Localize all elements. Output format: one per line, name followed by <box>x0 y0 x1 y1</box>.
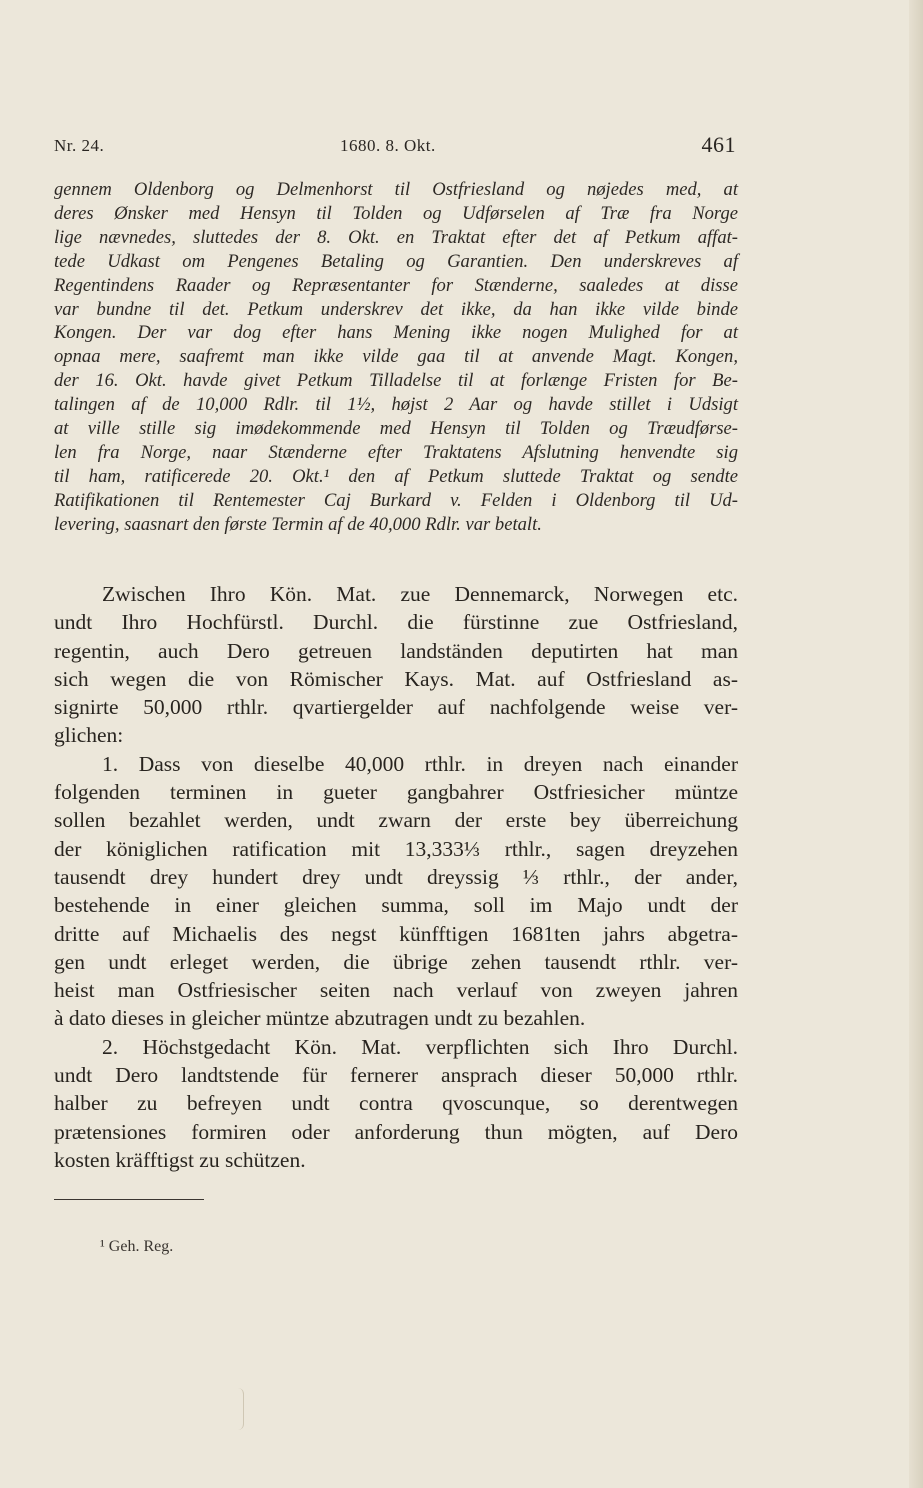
treaty-line: heist man Ostfriesischer seiten nach verlauf von zweyen jahren <box>54 978 738 1003</box>
treaty-line: kosten kräfftigst zu schützen. <box>54 1147 306 1172</box>
page-edge-shadow <box>909 0 923 1488</box>
treaty-line: halber zu befreyen undt contra qvoscunque, so derentwegen <box>54 1091 738 1116</box>
summary-line: levering, saasnart den første Termin af de 40,000 Rdlr. var betalt. <box>54 513 542 535</box>
running-header <box>54 132 736 162</box>
summary-line: len fra Norge, naar Stænderne efter Traktatens Afslutning henvendte sig <box>54 441 738 463</box>
danish-summary <box>54 178 738 537</box>
treaty-line: undt Dero landtstende für fernerer ansprach dieser 50,000 rthlr. <box>54 1063 738 1088</box>
treaty-line: sich wegen die von Römischer Kays. Mat. auf Ostfriesland as- <box>54 666 738 691</box>
treaty-line: gen undt erleget werden, die übrige zehen tausendt rthlr. ver- <box>54 949 738 974</box>
treaty-line: glichen: <box>54 723 124 748</box>
treaty-line: 2. Höchstgedacht Kön. Mat. verpflichten sich Ihro Durchl. <box>102 1034 738 1059</box>
treaty-line: bestehende in einer gleichen summa, soll im Majo undt der <box>54 893 738 918</box>
summary-line: at ville stille sig imødekommende med Hensyn til Tolden og Træudførse- <box>54 418 738 440</box>
treaty-line: à dato dieses in gleicher müntze abzutragen undt zu bezahlen. <box>54 1006 586 1031</box>
summary-line: Ratifikationen til Rentemester Caj Burkard v. Felden i Oldenborg til Ud- <box>54 489 738 511</box>
page-number: 461 <box>701 132 736 157</box>
summary-line: talingen af de 10,000 Rdlr. til 1½, højst 2 Aar og havde stillet i Udsigt <box>54 394 738 416</box>
treaty-line: dritte auf Michaelis des negst künfftigen 1681ten jahrs abgetra- <box>54 921 738 946</box>
document-number: Nr. 24. <box>54 136 105 155</box>
summary-line: Kongen. Der var dog efter hans Mening ikke nogen Mulighed for at <box>54 322 738 344</box>
treaty-line: sollen bezahlet werden, undt zwarn der erste bey überreichung <box>54 808 738 833</box>
footnote-divider <box>54 1199 204 1200</box>
page-scan-mark <box>237 1388 244 1430</box>
treaty-line: regentin, auch Dero getreuen landständen deputirten hat man <box>54 638 738 663</box>
summary-line: deres Ønsker med Hensyn til Tolden og Udførselen af Træ fra Norge <box>54 202 738 224</box>
footnote: ¹ Geh. Reg. <box>100 1238 174 1255</box>
treaty-line: tausendt drey hundert drey undt dreyssig ⅓ rthlr., der ander, <box>54 864 738 889</box>
summary-line: der 16. Okt. havde givet Petkum Tilladelse til at forlænge Fristen for Be- <box>54 370 738 392</box>
treaty-line: prætensiones formiren oder anforderung thun mögten, auf Dero <box>54 1119 738 1144</box>
summary-line: gennem Oldenborg og Delmenhorst til Ostfriesland og nøjedes med, at <box>54 179 738 200</box>
treaty-line: undt Ihro Hochfürstl. Durchl. die fürstinne zue Ostfriesland, <box>54 610 738 635</box>
summary-line: Regentindens Raader og Repræsentanter for Stænderne, saaledes at disse <box>54 274 738 296</box>
treaty-line: signirte 50,000 rthlr. qvartiergelder auf nachfolgende weise ver- <box>54 695 738 720</box>
treaty-line: folgenden terminen in gueter gangbahrer Ostfriesicher müntze <box>54 780 738 805</box>
summary-line: opnaa mere, saafremt man ikke vilde gaa til at anvende Magt. Kongen, <box>54 346 738 368</box>
treaty-line: Zwischen Ihro Kön. Mat. zue Dennemarck, Norwegen etc. <box>102 582 738 606</box>
treaty-line: 1. Dass von dieselbe 40,000 rthlr. in dreyen nach einander <box>102 751 738 776</box>
header-date: 1680. 8. Okt. <box>340 136 436 155</box>
treaty-line: der königlichen ratification mit 13,333⅓ rthlr., sagen dreyzehen <box>54 836 738 861</box>
summary-line: til ham, ratificerede 20. Okt.¹ den af Petkum sluttede Traktat og sendte <box>54 465 738 487</box>
treaty-text <box>54 580 738 1174</box>
summary-line: lige nævnedes, sluttedes der 8. Okt. en Traktat efter det af Petkum affat- <box>54 226 738 248</box>
summary-line: tede Udkast om Pengenes Betaling og Garantien. Den underskreves af <box>54 250 738 272</box>
summary-line: var bundne til det. Petkum underskrev det ikke, da han ikke vilde binde <box>54 298 738 320</box>
